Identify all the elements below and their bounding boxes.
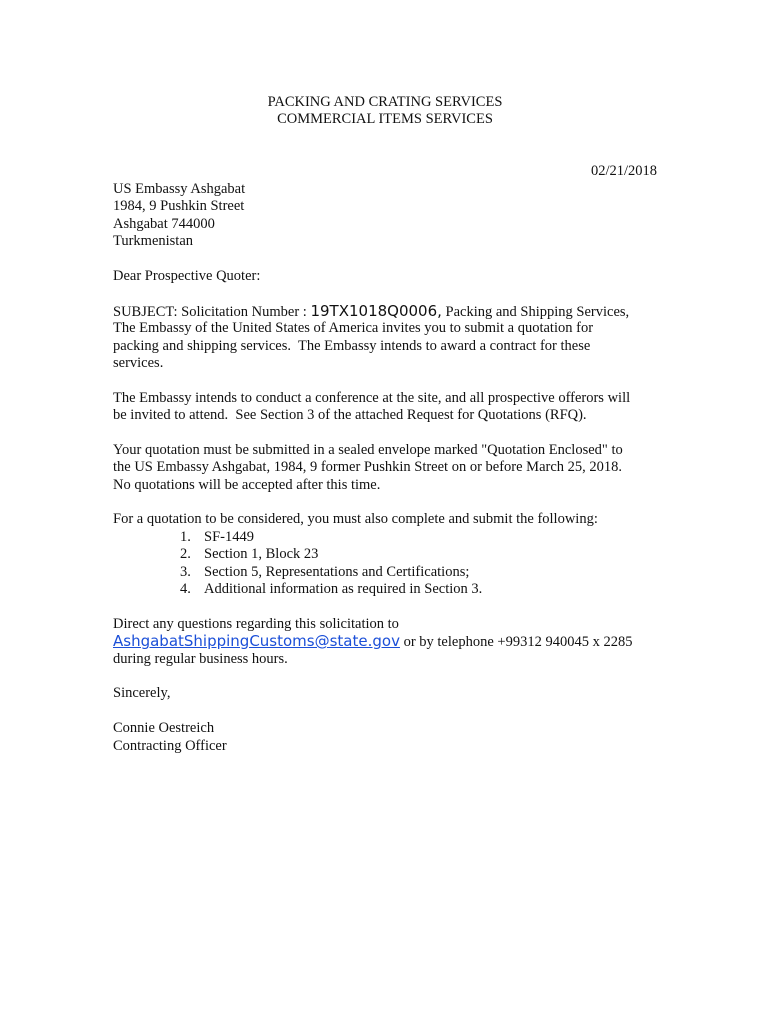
paragraph-line: The Embassy of the United States of America invites you to submit a quotation for [113,320,594,337]
list-item [113,564,673,581]
list-number: 2. [180,546,191,563]
paragraph-line: The Embassy intends to conduct a conference at the site, and all prospective offerors will [113,389,631,406]
paragraph-line: be invited to attend. See Section 3 of the attached Request for Quotations (RFQ). [113,407,587,424]
contact-paragraph [113,616,673,668]
address-line: 1984, 9 Pushkin Street [113,198,245,215]
submission-paragraph [113,442,673,494]
list-item [113,546,673,563]
subject-paragraph [113,303,673,373]
salutation: Dear Prospective Quoter: [113,267,261,284]
paragraph-line: services. [113,354,164,371]
signer-title: Contracting Officer [113,737,227,754]
subject-prefix: SUBJECT: Solicitation Number : [113,303,311,320]
list-text: Additional information as required in Section 3. [204,580,483,597]
address-line: Turkmenistan [113,233,194,250]
list-item [113,529,673,546]
letter-header [0,94,770,129]
subject-line [113,303,673,320]
signer-name: Connie Oestreich [113,720,215,737]
paragraph-line: Direct any questions regarding this solicitation to [113,615,399,632]
requirements-intro: For a quotation to be considered, you must also complete and submit the following: [113,511,598,528]
closing: Sincerely, [113,685,171,702]
paragraph-line: the US Embassy Ashgabat, 1984, 9 former Pushkin Street on or before March 25, 2018. [113,459,623,476]
list-number: 3. [180,563,191,580]
requirements-section [113,511,673,598]
email-link[interactable]: AshgabatShippingCustoms@state.gov [113,632,400,651]
header-title: PACKING AND CRATING SERVICES [267,94,503,110]
list-number: 4. [180,580,191,597]
list-text: SF-1449 [204,528,254,545]
signature-block [113,720,673,755]
conference-paragraph [113,390,673,425]
list-text: Section 5, Representations and Certifications; [204,563,470,580]
requirements-list [113,529,673,599]
paragraph-line: during regular business hours. [113,650,288,667]
list-text: Section 1, Block 23 [204,546,319,563]
list-number: 1. [180,528,191,545]
recipient-address [113,181,673,251]
solicitation-number: 19TX1018Q0006, [310,301,442,320]
contact-line [113,633,673,650]
address-line: Ashgabat 744000 [113,215,215,232]
subject-suffix: Packing and Shipping Services, [441,303,630,320]
phone-text: or by telephone +99312 940045 x 2285 [399,634,633,651]
letter-date: 02/21/2018 [590,163,657,179]
header-subtitle: COMMERCIAL ITEMS SERVICES [277,111,493,128]
list-item [113,581,673,598]
letter-body [113,181,673,755]
paragraph-line: No quotations will be accepted after this time. [113,476,381,493]
address-line: US Embassy Ashgabat [113,181,246,197]
paragraph-line: packing and shipping services. The Embassy intends to award a contract for these [113,337,591,354]
paragraph-line: Your quotation must be submitted in a sealed envelope marked "Quotation Enclosed" to [113,441,623,458]
